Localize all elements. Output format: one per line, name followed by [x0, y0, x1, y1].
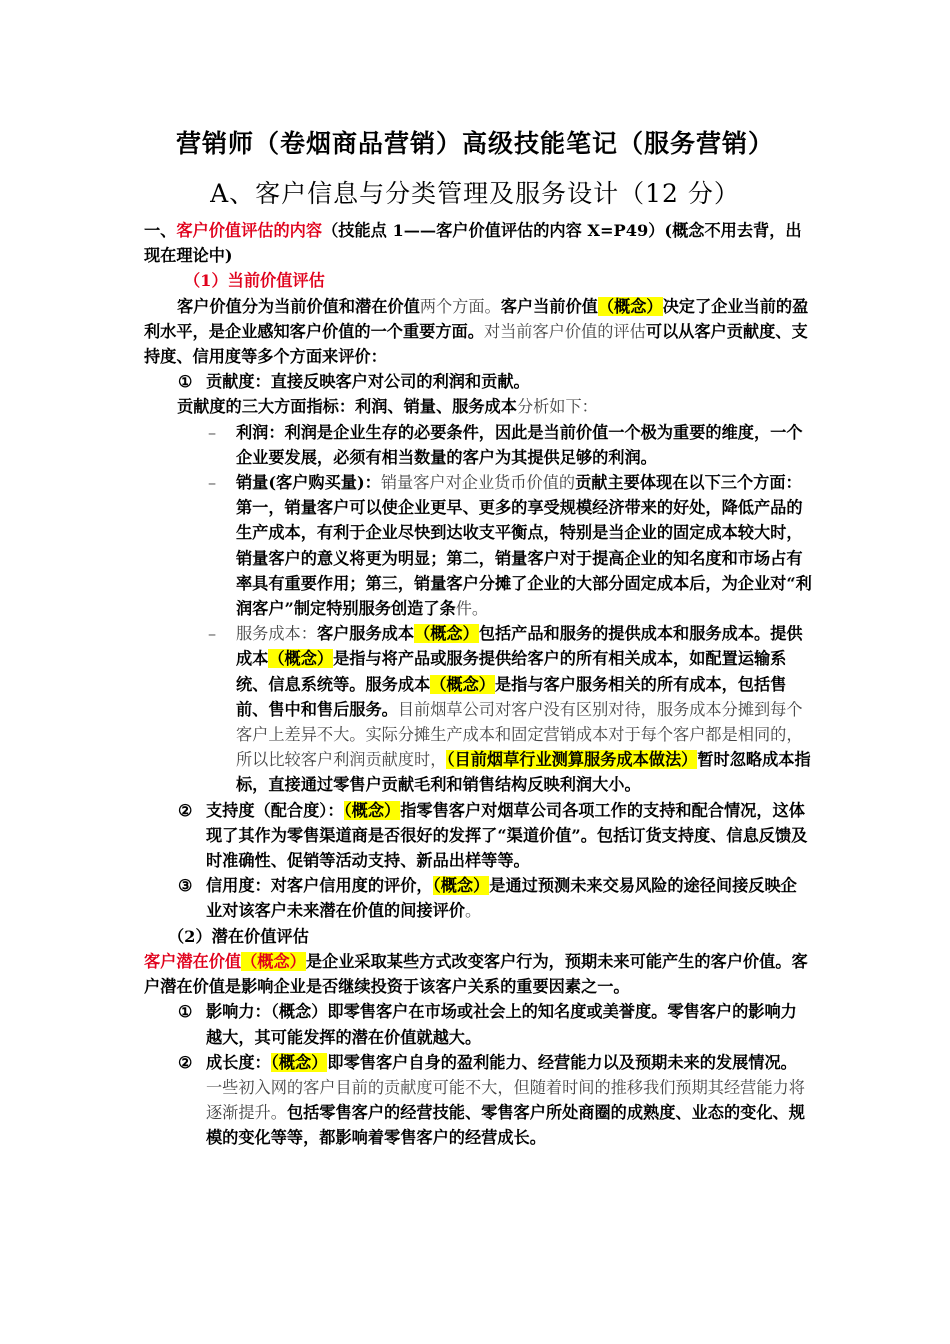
text-run: 成长度： — [206, 1052, 271, 1072]
dash-item-sales — [144, 470, 812, 621]
circled-number: ③ — [178, 876, 193, 896]
text-run: 。 — [465, 901, 482, 921]
list-item-influence — [144, 999, 812, 1049]
text-run: 客户价值分为当前价值和潜在价值 — [177, 296, 420, 316]
paragraph-value-intro — [144, 294, 812, 370]
document-title: 营销师（卷烟商品营销）高级技能笔记（服务营销） — [175, 129, 774, 158]
text-run: 包括产品和服务的提供成本和服务成本。提供成本 — [236, 624, 803, 669]
paragraph-contribution-metrics — [144, 394, 812, 419]
circled-number: ① — [178, 372, 193, 392]
concept-highlight: （概念） — [597, 296, 663, 316]
dash-bullet: – — [208, 473, 217, 493]
text-run: 目前烟草公司对客户没有区别对待，服务成本分摊到每个客户上差异不大。实际分摊生产成本和固定营销成本对于每个客户都是相同的，所以比较客户利润贡献度时， — [236, 699, 803, 770]
text-run: 贡献度的三大方面指标：利润、销量、服务成本 — [177, 397, 517, 417]
paragraph-potential-intro — [144, 949, 812, 999]
dash-bullet: – — [208, 422, 217, 442]
concept-highlight: （概念） — [268, 649, 334, 669]
dash-item-profit — [144, 420, 812, 470]
list-item-credit — [144, 873, 812, 923]
text-run: 对当前客户价值的评估 — [483, 321, 646, 341]
list-item-contribution — [144, 369, 812, 394]
text-run: 两个方面。 — [419, 296, 501, 316]
text-run: 件。 — [455, 599, 489, 619]
text-run: 包括零售客户的经营技能、零售客户所处商圈的成熟度、业态的变化、规模的变化等等，都影响着零售客户的经营成长。 — [206, 1103, 805, 1148]
text-run: 销量客户对企业货币价值的 — [380, 473, 576, 493]
subsection-potential-value: （2）潜在价值评估 — [168, 926, 309, 946]
text-run: 影响力：（概念）即零售客户在市场或社会上的知名度或美誉度。零售客户的影响力越大，其可能发挥的潜在价值就越大。 — [206, 1002, 797, 1047]
document-body — [144, 218, 812, 1151]
text-run: 利润：利润是企业生存的必要条件，因此是当前价值一个极为重要的维度，一个企业要发展，必须有相当数量的客户为其提供足够的利润。 — [236, 422, 803, 467]
text-run: 客户服务成本 — [316, 624, 415, 644]
text-run: 分析如下： — [516, 397, 598, 417]
subsection-current-value: （1）当前价值评估 — [184, 271, 325, 291]
dash-item-service-cost — [144, 621, 812, 797]
dash-bullet: – — [208, 624, 217, 644]
circled-number: ① — [178, 1002, 193, 1022]
text-run: 是企业采取某些方式改变客户行为，预期未来可能产生的客户价值。客户潜在价值是影响企业是否继续投资于该客户关系的重要因素之一。 — [144, 951, 808, 997]
section-heading — [144, 218, 812, 268]
section-note: （技能点 1——客户价值评估的内容 X=P49）(概念不用去背，出现在理论中) — [144, 221, 802, 266]
text-run: 是通过预测未来交易风险的途径间接反映企业对该客户未来潜在价值的间接评价 — [206, 876, 797, 921]
document-subtitle: A、客户信息与分类管理及服务设计（12 分） — [210, 179, 740, 208]
concept-highlight: （概念） — [430, 674, 495, 694]
circled-number: ② — [178, 1052, 193, 1072]
text-run: 服务成本： — [236, 624, 317, 644]
text-run: 贡献度：直接反映客户对公司的利润和贡献。 — [206, 372, 530, 392]
text-run: 暂时忽略成本指标，直接通过零售户贡献毛利和销售结构反映利润大小。 — [236, 750, 811, 795]
concept-highlight: （概念） — [414, 624, 479, 644]
text-run: 信用度：对客户信用度的评价， — [206, 876, 433, 896]
section-title: 客户价值评估的内容 — [176, 221, 323, 240]
text-run: 可以从客户贡献度、支持度、信用度等多个方面来评价： — [144, 321, 808, 367]
text-run: 一些初入网的客户目前的贡献度可能不大，但随着时间的推移我们预期其经营能力将逐渐提升。 — [206, 1077, 805, 1123]
concept-highlight: （概念） — [270, 1052, 328, 1072]
text-run: 客户潜在价值 — [144, 951, 242, 971]
text-run: 即零售客户自身的盈利能力、经营能力以及预期未来的发展情况。 — [327, 1052, 797, 1072]
concept-highlight: （概念） — [343, 800, 401, 820]
text-run: 销量(客户购买量)： — [236, 473, 381, 493]
text-run: 是指与客户服务相关的所有成本，包括售前、售中和售后服务。 — [236, 674, 787, 719]
concept-highlight: （目前烟草行业测算服务成本做法） — [446, 750, 698, 770]
text-run: 客户当前价值 — [500, 296, 598, 316]
text-run: 决定了企业当前的盈利水平，是企业感知客户价值的一个重要方面。 — [144, 296, 809, 341]
text-run: 是指与将产品或服务提供给客户的所有相关成本，如配置运输系统、信息系统等。服务成本 — [236, 649, 787, 694]
text-run: 指零售客户对烟草公司各项工作的支持和配合情况，这体现了其作为零售渠道商是否很好的发挥了“渠道价值”。包括订货支持度、信息反馈及时准确性、促销等活动支持、新品出样等等。 — [206, 800, 808, 871]
text-run: 支持度（配合度）： — [206, 800, 344, 820]
list-item-support — [144, 798, 812, 874]
list-item-growth — [144, 1050, 812, 1151]
section-number: 一、 — [144, 221, 177, 240]
text-run: 贡献主要体现在以下三个方面：第一，销量客户可以使企业更早、更多的享受规模经济带来的好处，降低产品的生产成本，有利于企业尽快到达收支平衡点，特别是当企业的固定成本较大时，销量客户的意义将更为明显；第二，销量客户对于提高企业的知名度和市场占有率具有重要作用；第三，销量客户分摊了企业的大部分固定成本后，为企业对“利润客户”制定特别服务创造了条 — [236, 473, 812, 619]
concept-highlight: （概念） — [241, 951, 306, 971]
circled-number: ② — [178, 800, 193, 820]
concept-highlight: （概念） — [432, 876, 490, 896]
